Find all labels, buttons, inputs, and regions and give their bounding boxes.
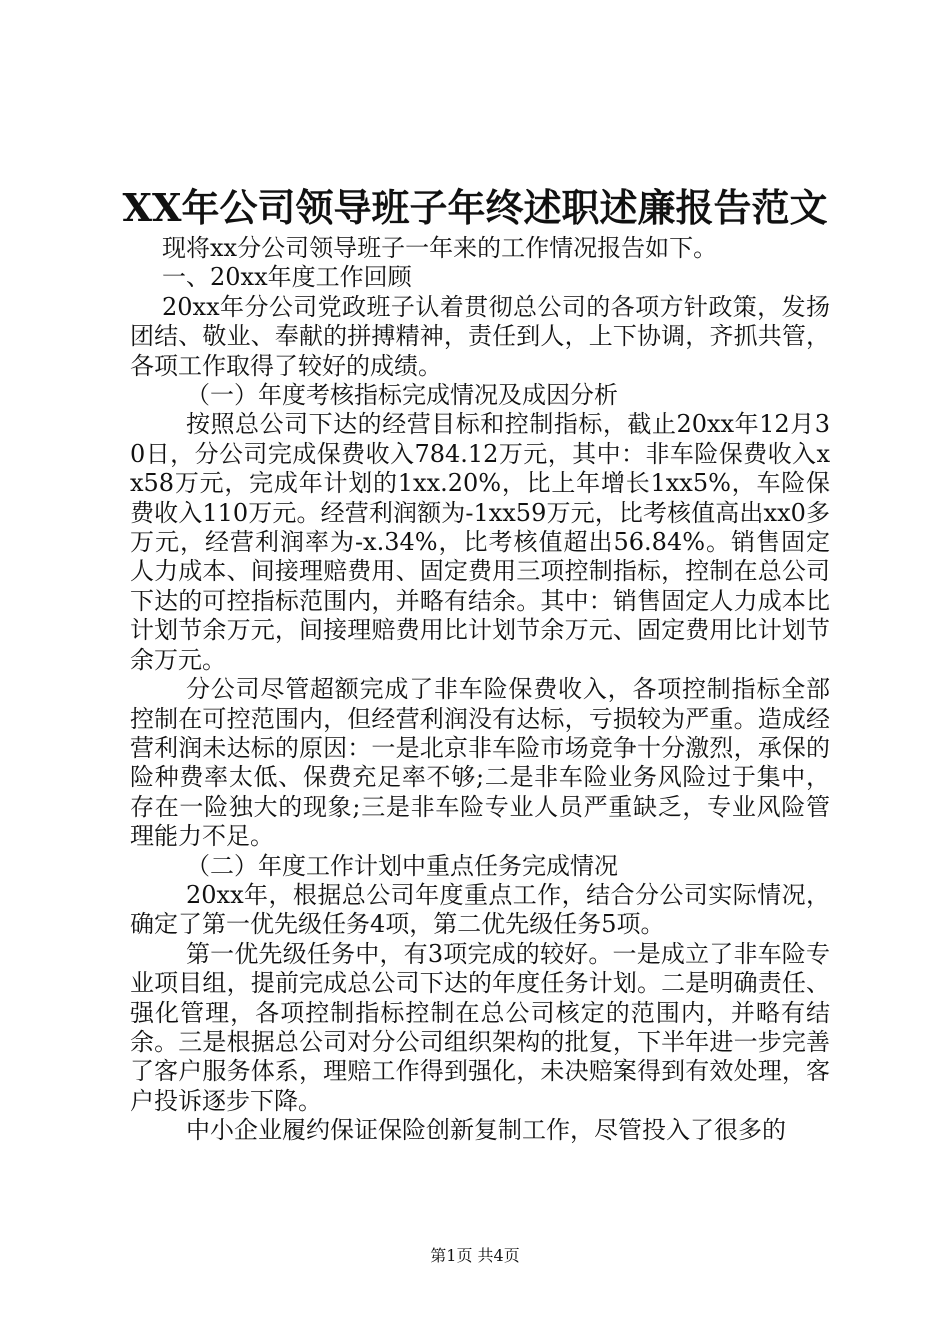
paragraph-indicators: 按照总公司下达的经营目标和控制指标，截止20xx年12月30日，分公司完成保费收入784.12万元，其中：非车险保费收入xx58万元，完成年计划的1xx.20%，比上年增长1xx5%，车险保费收入110万元。经营利润额为-1xx59万元，比考核值高出xx0多万元，经营利润率为-x.34%，比考核值超出56.84%。销售固定人力成本、间接理赔费用、固定费用三项控制指标，控制在总公司下达的可控指标范围内，并略有结余。其中：销售固定人力成本比计划节余万元，间接理赔费用比计划节余万元、固定费用比计划节余万元。	[130, 410, 830, 674]
paragraph-overview: 20xx年分公司党政班子认着贯彻总公司的各项方针政策，发扬团结、敬业、奉献的拼搏精神，责任到人，上下协调，齐抓共管，各项工作取得了较好的成绩。	[130, 292, 830, 380]
subsection-heading-indicators: （一）年度考核指标完成情况及成因分析	[186, 381, 618, 410]
document-body	[130, 234, 830, 1146]
paragraph-sme-insurance: 中小企业履约保证保险创新复制工作，尽管投入了很多的	[186, 1116, 786, 1145]
page-number-footer: 第1页 共4页	[430, 1246, 520, 1265]
subsection-heading-tasks: （二）年度工作计划中重点任务完成情况	[186, 851, 618, 880]
paragraph-intro: 现将xx分公司领导班子一年来的工作情况报告如下。	[162, 234, 718, 262]
section-heading-review: 一、20xx年度工作回顾	[162, 263, 412, 292]
paragraph-priority-tasks: 第一优先级任务中，有3项完成的较好。一是成立了非车险专业项目组，提前完成总公司下达的年度任务计划。二是明确责任、强化管理，各项控制指标控制在总公司核定的范围内，并略有结余。三是根据总公司对分公司组织架构的批复，下半年进一步完善了客户服务体系，理赔工作得到强化，未决赔案得到有效处理，客户投诉逐步下降。	[130, 939, 830, 1115]
paragraph-tasks: 20xx年，根据总公司年度重点工作，结合分公司实际情况，确定了第一优先级任务4项，第二优先级任务5项。	[130, 880, 830, 939]
paragraph-analysis: 分公司尽管超额完成了非车险保费收入，各项控制指标全部控制在可控范围内，但经营利润没有达标，亏损较为严重。造成经营利润未达标的原因：一是北京非车险市场竞争十分激烈，承保的险种费率太低、保费充足率不够;二是非车险业务风险过于集中，存在一险独大的现象;三是非车险专业人员严重缺乏，专业风险管理能力不足。	[130, 675, 830, 851]
document-title: XX年公司领导班子年终述职述廉报告范文	[122, 185, 828, 230]
